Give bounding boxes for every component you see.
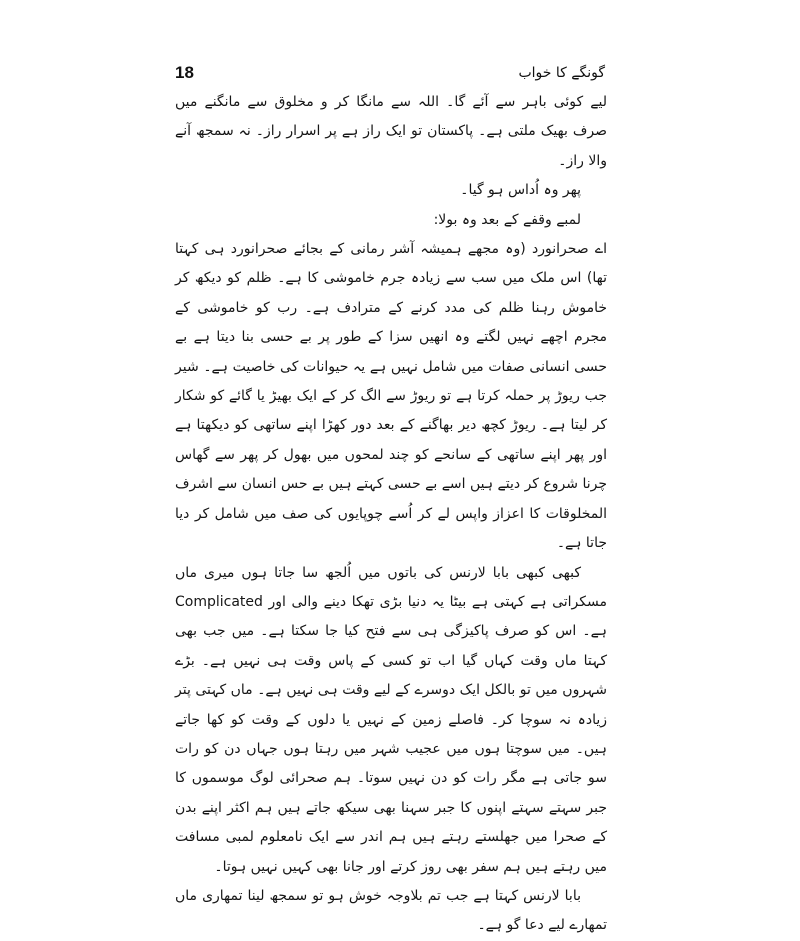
body-text: [175, 88, 607, 941]
running-header: [175, 62, 605, 88]
paragraph-4: اے صحرانورد (وہ مجھے ہمیشہ آشر رمانی کے بجائے صحرانورد ہی کہتا تھا) اس ملک میں سب سے زیادہ جرم خاموشی کا ہے۔ ظلم کو دیکھ کر خاموش رہنا ظلم کی مدد کرنے کے مترادف ہے۔ رب کو خاموشی کے مجرم اچھے نہیں لگتے وہ انھیں سزا کے طور پر بے حسی بنا دیتا ہے بے حسی انسانی صفات میں شامل نہیں ہے یہ حیوانات کی خاصیت ہے۔ شیر جب ریوڑ پر حملہ کرتا ہے تو ریوڑ سے الگ کر کے ایک بھیڑ یا گائے کو شکار کر لیتا ہے۔ ریوڑ کچھ دیر بھاگنے کے بعد دور کھڑا اپنے ساتھی کو دیکھتا ہے اور پھر اپنے ساتھی کے سانحے کو چند لمحوں میں بھول کر پھر سے گھاس چرنا شروع کر دیتے ہیں اسے بے حسی کہتے ہیں بے حس انسان سے اشرف المخلوقات کا اعزاز واپس لے کر اُسے چوپایوں کی صف میں شامل کر دیا جاتا ہے۔: [175, 241, 607, 552]
paragraph-6: بابا لارنس کہتا ہے جب تم بلاوجہ خوش ہو تو سمجھ لینا تمھاری ماں تمھارے لیے دعا گو ہے۔: [175, 887, 607, 934]
book-title: گونگے کا خواب: [518, 65, 605, 81]
paragraph-2: پھر وہ اُداس ہو گیا۔: [460, 182, 581, 199]
paragraph-3: لمبے وقفے کے بعد وہ بولا:: [433, 211, 581, 228]
paragraph-5: کبھی کبھی بابا لارنس کی باتوں میں اُلجھ سا جاتا ہوں میری ماں مسکراتی ہے کہتی ہے بیٹا یہ دنیا بڑی تھکا دینے والی اور Complicated ہے۔ اس کو صرف پاکیزگی ہی سے فتح کیا جا سکتا ہے۔ میں جب بھی کہتا ماں وقت کہاں گیا اب تو کسی کے پاس وقت ہی نہیں ہے۔ بڑے شہروں میں تو بالکل ایک دوسرے کے لیے وقت ہی نہیں ہے۔ ماں کہتی پتر زیادہ نہ سوچا کر۔ فاصلے زمین کے نہیں یا دلوں کے وقت کو کھا جاتے ہیں۔ میں سوچتا ہوں میں عجیب شہر میں رہتا ہوں جہاں دن کو رات سو جاتی ہے مگر رات کو دن نہیں سوتا۔ ہم صحرائی لوگ موسموں کا جبر سہتے سہتے اپنوں کا جبر سہنا بھی سیکھ جاتے ہیں ہم اکثر اپنے بدن کے صحرا میں جھلستے رہتے ہیں ہم اندر سے ایک نامعلوم لمبی مسافت میں رہتے ہیں ہم سفر بھی روز کرتے اور جانا بھی کہیں نہیں ہوتا۔: [175, 564, 607, 875]
paragraph-1: لیے کوئی باہر سے آئے گا۔ اللہ سے مانگا کر و مخلوق سے مانگنے میں صرف بھیک ملتی ہے۔ پاکستان تو ایک راز ہے پر اسرار راز۔ نہ سمجھ آنے والا راز۔: [175, 94, 607, 169]
page-number: 18: [175, 63, 194, 82]
